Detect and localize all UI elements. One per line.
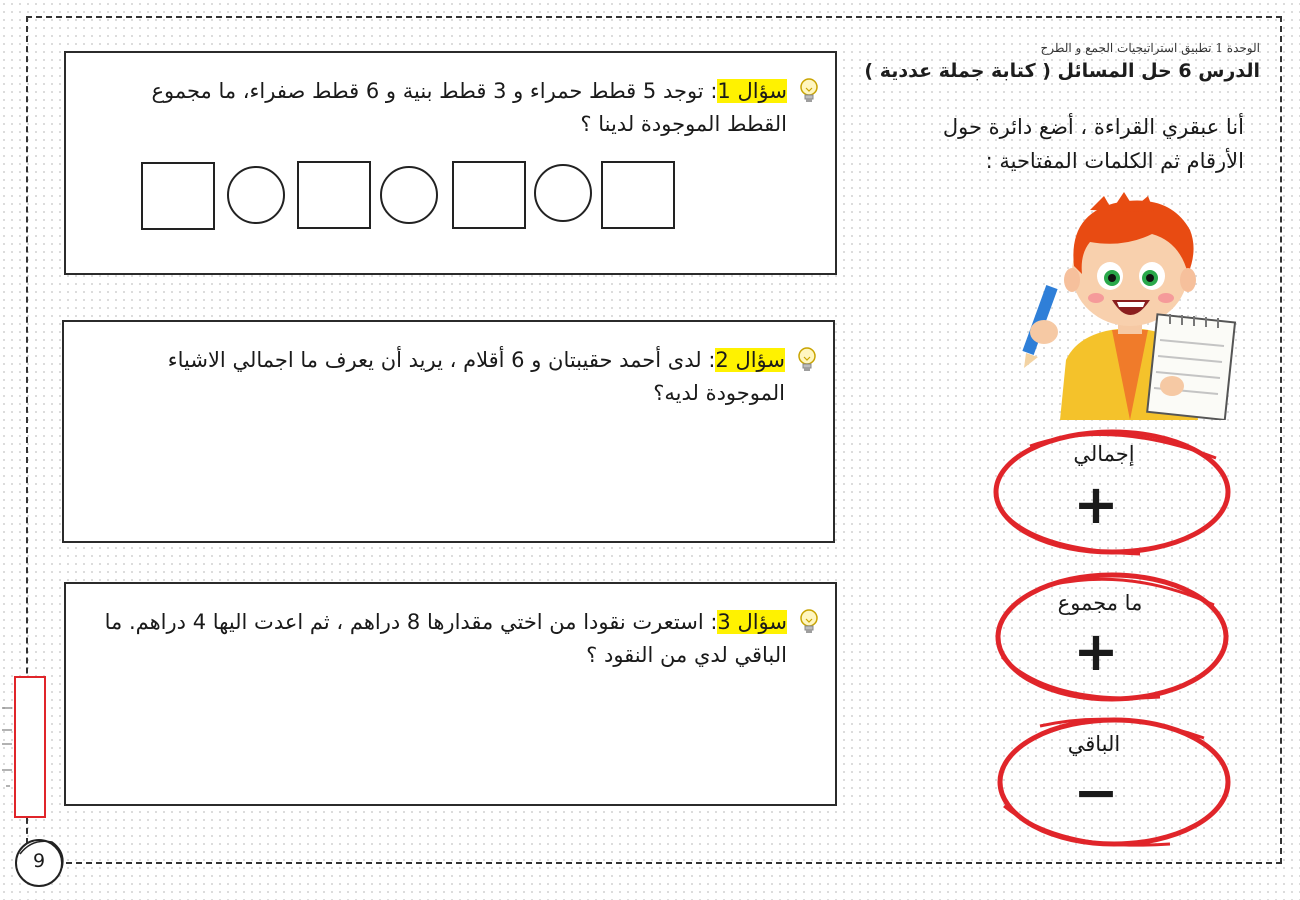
page-number: 9 bbox=[32, 850, 46, 872]
plus-sign-2: + bbox=[1073, 620, 1119, 683]
keyword-word-1: إجمالي bbox=[1073, 442, 1135, 466]
keyword-circle-3 bbox=[990, 708, 1238, 858]
side-red-tab bbox=[14, 676, 46, 818]
question-box-3 bbox=[64, 582, 837, 806]
keyword-circle-1 bbox=[990, 412, 1238, 562]
question-2-body: : لدى أحمد حقيبتان و 6 أقلام ، يريد أن يعرف ما اجمالي الاشياء الموجودة لديه؟ bbox=[167, 348, 785, 405]
intro-line-1: أنا عبقري القراءة ، أضع دائرة حول bbox=[942, 115, 1244, 139]
shape-circle bbox=[381, 167, 437, 223]
keyword-circle-2 bbox=[990, 565, 1238, 715]
shape-sequence bbox=[140, 161, 680, 233]
question-3-label: سؤال 3 bbox=[717, 610, 787, 634]
side-tick-marks bbox=[0, 700, 14, 800]
keyword-word-2: ما مجموع bbox=[1057, 591, 1143, 615]
unit-line: الوحدة 1 تطبيق استراتيجيات الجمع و الطرح bbox=[1040, 41, 1260, 55]
question-2-label: سؤال 2 bbox=[715, 348, 785, 372]
question-box-1 bbox=[64, 51, 837, 275]
question-2-text bbox=[85, 344, 785, 410]
minus-sign: − bbox=[1073, 761, 1119, 824]
shape-circle bbox=[228, 167, 284, 223]
question-1-body: : توجد 5 قطط حمراء و 3 قطط بنية و 6 قطط صفراء، ما مجموع القطط الموجودة لدينا ؟ bbox=[151, 79, 787, 136]
lightbulb-icon bbox=[795, 346, 819, 374]
shape-square bbox=[298, 162, 370, 228]
question-box-2 bbox=[62, 320, 835, 543]
shape-square bbox=[602, 162, 674, 228]
cartoon-boy-illustration bbox=[1020, 190, 1245, 420]
shape-circle bbox=[535, 165, 591, 221]
intro-text bbox=[884, 110, 1244, 178]
question-3-text bbox=[87, 606, 787, 672]
lightbulb-icon bbox=[797, 608, 821, 636]
question-1-label: سؤال 1 bbox=[717, 79, 787, 103]
question-3-body: : استعرت نقودا من اختي مقدارها 8 دراهم ، ثم اعدت اليها 4 دراهم. ما الباقي لدي من النقود ؟ bbox=[104, 610, 787, 667]
keyword-word-3: الباقي bbox=[1067, 732, 1121, 756]
intro-line-2: الأرقام ثم الكلمات المفتاحية : bbox=[985, 149, 1244, 173]
question-1-text bbox=[87, 75, 787, 141]
lesson-title: الدرس 6 حل المسائل ( كتابة جملة عددية ) bbox=[864, 60, 1260, 82]
notepad-icon bbox=[1147, 314, 1235, 420]
shape-square bbox=[142, 163, 214, 229]
shape-square bbox=[453, 162, 525, 228]
plus-sign-1: + bbox=[1073, 473, 1119, 536]
lightbulb-icon bbox=[797, 77, 821, 105]
